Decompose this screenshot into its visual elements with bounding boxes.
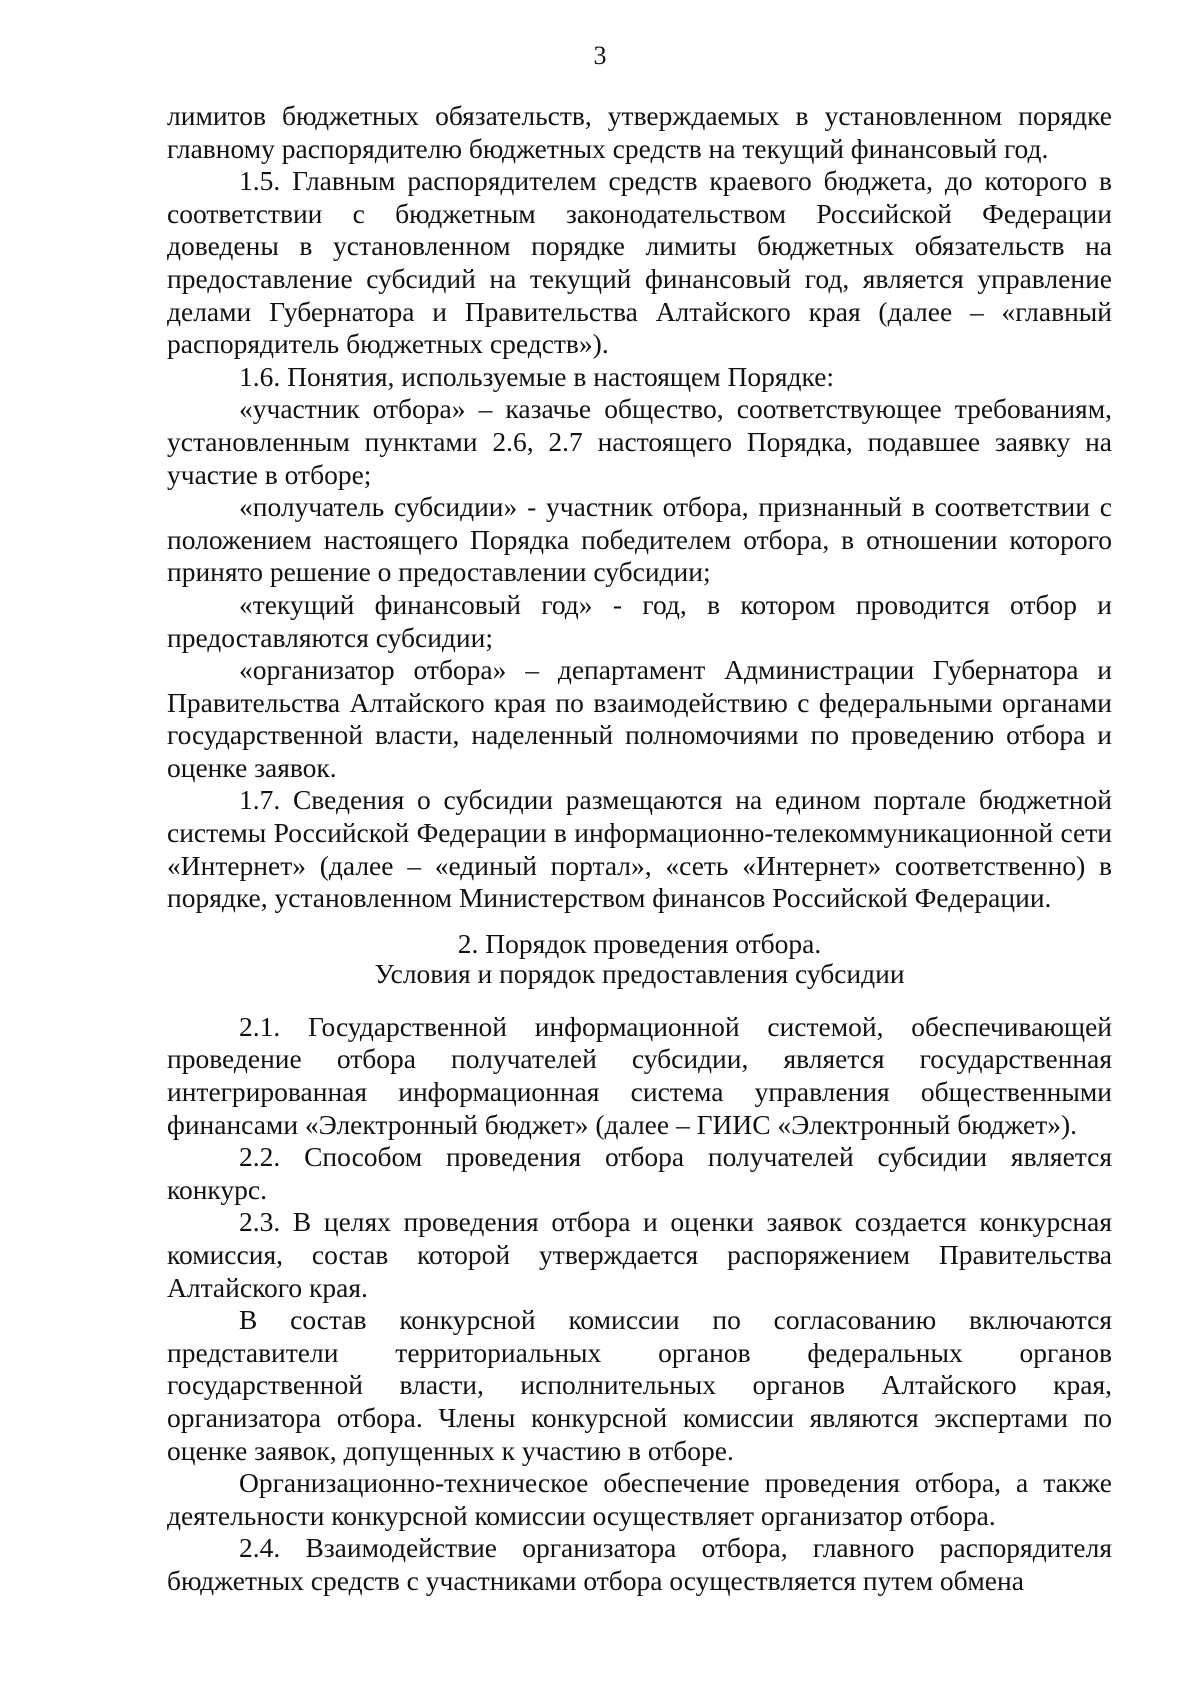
paragraph: 2.1. Государственной информационной системой, обеспечивающей проведение отбора получателей субсидии, является государственная интегрированная информационная система управления общественными финансами «Электронный бюджет» (далее – ГИИС «Электронный бюджет»). <box>167 1010 1112 1140</box>
paragraph: «текущий финансовый год» - год, в котором проводится отбор и предоставляются субсидии; <box>167 588 1112 653</box>
paragraph: 2.4. Взаимодействие организатора отбора, главного распорядителя бюджетных средств с участниками отбора осуществляется путем обмена <box>167 1532 1112 1596</box>
section-heading-title: 2. Порядок проведения отбора. <box>457 927 822 959</box>
section-heading <box>167 929 1112 989</box>
section-2-body <box>167 1011 1112 1598</box>
document-body <box>167 100 1112 1598</box>
paragraph: лимитов бюджетных обязательств, утверждаемых в установленном порядке главному распорядителю бюджетных средств на текущий финансовый год. <box>167 100 1112 164</box>
paragraph: Организационно-техническое обеспечение проведения отбора, а также деятельности конкурсной комиссии осуществляет организатор отбора. <box>167 1467 1112 1531</box>
section-1-continuation <box>167 100 1112 915</box>
paragraph: В состав конкурсной комиссии по согласованию включаются представители территориальных органов федеральных органов государственной власти, исполнительных органов Алтайского края, организатора отбора. Члены конкурсной комиссии являются экспертами по оценке заявок, допущенных к участию в отборе. <box>167 1304 1112 1466</box>
page-number: 3 <box>593 41 607 70</box>
paragraph: «организатор отбора» – департамент Администрации Губернатора и Правительства Алтайского края по взаимодействию с федеральными органами государственной власти, наделенный полномочиями по проведению отбора и оценке заявок. <box>167 654 1112 783</box>
paragraph: «участник отбора» – казачье общество, соответствующее требованиям, установленным пунктами 2.6, 2.7 настоящего Порядка, подавшее заявку на участие в отборе; <box>167 393 1112 490</box>
paragraph: 2.3. В целях проведения отбора и оценки заявок создается конкурсная комиссия, состав которой утверждается распоряжением Правительства Алтайского края. <box>167 1206 1112 1303</box>
paragraph: «получатель субсидии» - участник отбора, признанный в соответствии с положением настоящего Порядка победителем отбора, в отношении которого принято решение о предоставлении субсидии; <box>167 491 1112 588</box>
paragraph: 1.7. Сведения о субсидии размещаются на едином портале бюджетной системы Российской Федерации в информационно-телекоммуникационной сети «Интернет» (далее – «единый портал», «сеть «Интернет» соответственно) в порядке, установленном Министерством финансов Российской Федерации. <box>167 784 1112 914</box>
section-heading-subtitle: Условия и порядок предоставления субсидии <box>374 957 905 989</box>
paragraph: 1.6. Понятия, используемые в настоящем Порядке: <box>239 360 835 392</box>
paragraph: 2.2. Способом проведения отбора получателей субсидии является конкурс. <box>167 1141 1112 1205</box>
paragraph: 1.5. Главным распорядителем средств краевого бюджета, до которого в соответствии с бюджетным законодательством Российской Федерации доведены в установленном порядке лимиты бюджетных обязательств на предоставление субсидий на текущий финансовый год, является управление делами Губернатора и Правительства Алтайского края (далее – «главный распорядитель бюджетных средств»). <box>167 165 1112 360</box>
